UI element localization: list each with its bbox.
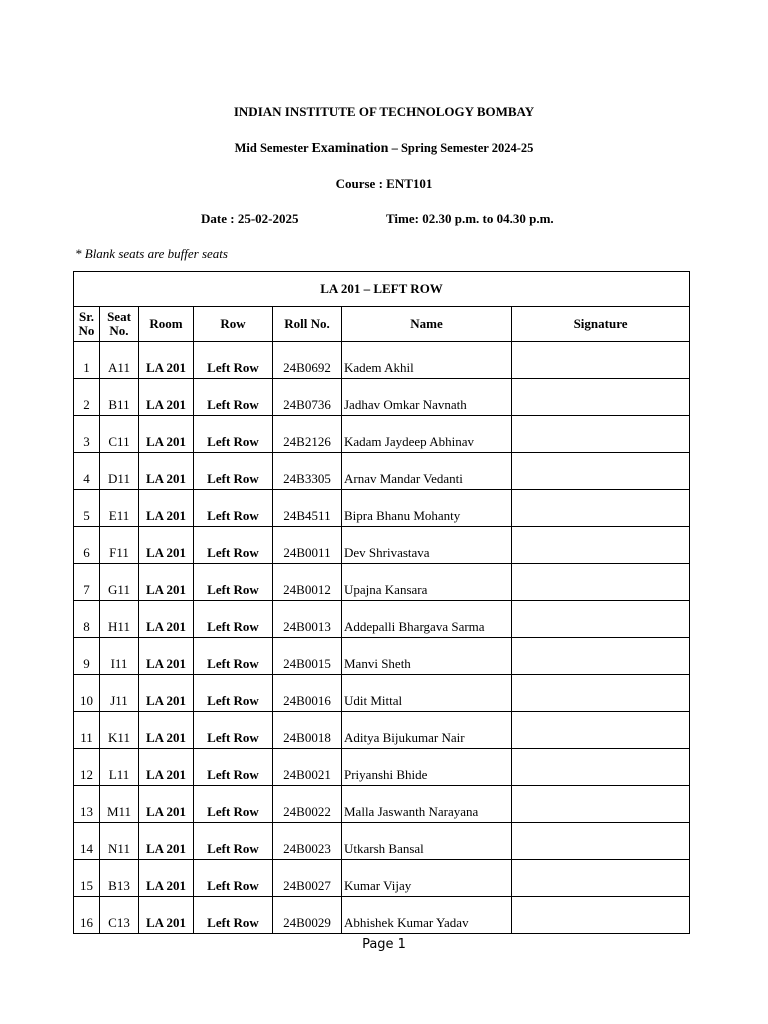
col-header-seat-line1: Seat — [107, 309, 131, 324]
cell-roll: 24B0016 — [273, 675, 342, 712]
cell-seat: E11 — [100, 490, 139, 527]
cell-signature — [512, 638, 690, 675]
cell-signature — [512, 712, 690, 749]
exam-title — [0, 140, 768, 157]
exam-title-suffix: – Spring Semester 2024-25 — [388, 141, 534, 155]
cell-roll: 24B0013 — [273, 601, 342, 638]
cell-name: Manvi Sheth — [342, 638, 512, 675]
cell-seat: A11 — [100, 342, 139, 379]
cell-row: Left Row — [194, 675, 273, 712]
cell-row: Left Row — [194, 453, 273, 490]
cell-signature — [512, 453, 690, 490]
cell-seat: L11 — [100, 749, 139, 786]
cell-room: LA 201 — [139, 342, 194, 379]
cell-row: Left Row — [194, 860, 273, 897]
cell-signature — [512, 564, 690, 601]
table-row — [74, 379, 690, 416]
cell-roll: 24B0692 — [273, 342, 342, 379]
cell-name: Aditya Bijukumar Nair — [342, 712, 512, 749]
col-header-sr-line2: No — [78, 323, 95, 338]
cell-row: Left Row — [194, 490, 273, 527]
cell-name: Upajna Kansara — [342, 564, 512, 601]
cell-sr: 15 — [74, 860, 100, 897]
cell-sr: 3 — [74, 416, 100, 453]
exam-time: Time: 02.30 p.m. to 04.30 p.m. — [386, 211, 554, 226]
cell-roll: 24B2126 — [273, 416, 342, 453]
cell-name: Dev Shrivastava — [342, 527, 512, 564]
col-header-seat-line2: No. — [109, 323, 129, 338]
table-row — [74, 712, 690, 749]
table-row — [74, 823, 690, 860]
cell-signature — [512, 786, 690, 823]
table-row — [74, 786, 690, 823]
exam-title-main: Examination — [311, 141, 389, 156]
table-row — [74, 527, 690, 564]
cell-name: Priyanshi Bhide — [342, 749, 512, 786]
cell-name: Arnav Mandar Vedanti — [342, 453, 512, 490]
cell-name: Addepalli Bhargava Sarma — [342, 601, 512, 638]
cell-sr: 10 — [74, 675, 100, 712]
course-title: Course : ENT101 — [335, 176, 433, 191]
cell-roll: 24B0029 — [273, 897, 342, 934]
cell-roll: 24B0736 — [273, 379, 342, 416]
cell-roll: 24B0022 — [273, 786, 342, 823]
cell-sr: 6 — [74, 527, 100, 564]
exam-title-prefix: Mid Semester — [234, 141, 312, 155]
cell-seat: C11 — [100, 416, 139, 453]
table-row — [74, 860, 690, 897]
table-row — [74, 490, 690, 527]
cell-name: Jadhav Omkar Navnath — [342, 379, 512, 416]
cell-room: LA 201 — [139, 638, 194, 675]
cell-roll: 24B3305 — [273, 453, 342, 490]
cell-name: Bipra Bhanu Mohanty — [342, 490, 512, 527]
exam-date: Date : 25-02-2025 — [201, 211, 299, 226]
col-header-signature: Signature — [512, 307, 690, 342]
cell-room: LA 201 — [139, 823, 194, 860]
cell-seat: K11 — [100, 712, 139, 749]
cell-name: Udit Mittal — [342, 675, 512, 712]
cell-seat: G11 — [100, 564, 139, 601]
cell-seat: H11 — [100, 601, 139, 638]
col-header-row: Row — [194, 307, 273, 342]
col-header-room: Room — [139, 307, 194, 342]
cell-signature — [512, 379, 690, 416]
table-row — [74, 453, 690, 490]
cell-name: Kumar Vijay — [342, 860, 512, 897]
cell-signature — [512, 416, 690, 453]
table-row — [74, 342, 690, 379]
column-header-row — [74, 307, 690, 342]
cell-roll: 24B0015 — [273, 638, 342, 675]
cell-room: LA 201 — [139, 379, 194, 416]
cell-roll: 24B0021 — [273, 749, 342, 786]
cell-room: LA 201 — [139, 601, 194, 638]
col-header-sr-line1: Sr. — [78, 309, 95, 324]
cell-roll: 24B0023 — [273, 823, 342, 860]
cell-row: Left Row — [194, 712, 273, 749]
cell-row: Left Row — [194, 416, 273, 453]
cell-sr: 11 — [74, 712, 100, 749]
cell-name: Utkarsh Bansal — [342, 823, 512, 860]
cell-sr: 16 — [74, 897, 100, 934]
cell-sr: 8 — [74, 601, 100, 638]
cell-row: Left Row — [194, 527, 273, 564]
cell-sr: 1 — [74, 342, 100, 379]
cell-signature — [512, 823, 690, 860]
cell-row: Left Row — [194, 897, 273, 934]
cell-sr: 7 — [74, 564, 100, 601]
cell-roll: 24B0027 — [273, 860, 342, 897]
cell-name: Kadam Jaydeep Abhinav — [342, 416, 512, 453]
cell-roll: 24B0018 — [273, 712, 342, 749]
table-row — [74, 897, 690, 934]
cell-signature — [512, 749, 690, 786]
cell-room: LA 201 — [139, 416, 194, 453]
cell-room: LA 201 — [139, 490, 194, 527]
cell-room: LA 201 — [139, 860, 194, 897]
cell-signature — [512, 490, 690, 527]
cell-sr: 12 — [74, 749, 100, 786]
cell-seat: B11 — [100, 379, 139, 416]
table-row — [74, 749, 690, 786]
cell-room: LA 201 — [139, 786, 194, 823]
table-row — [74, 416, 690, 453]
cell-row: Left Row — [194, 601, 273, 638]
cell-signature — [512, 342, 690, 379]
cell-sr: 4 — [74, 453, 100, 490]
cell-seat: F11 — [100, 527, 139, 564]
cell-sr: 9 — [74, 638, 100, 675]
cell-row: Left Row — [194, 749, 273, 786]
cell-seat: I11 — [100, 638, 139, 675]
cell-room: LA 201 — [139, 564, 194, 601]
table-caption: LA 201 – LEFT ROW — [74, 272, 690, 307]
cell-seat: J11 — [100, 675, 139, 712]
cell-name: Malla Jaswanth Narayana — [342, 786, 512, 823]
table-body — [74, 342, 690, 934]
col-header-sr — [74, 307, 100, 342]
cell-room: LA 201 — [139, 712, 194, 749]
cell-row: Left Row — [194, 823, 273, 860]
cell-signature — [512, 601, 690, 638]
cell-signature — [512, 897, 690, 934]
institute-title: INDIAN INSTITUTE OF TECHNOLOGY BOMBAY — [233, 104, 535, 119]
table-row — [74, 638, 690, 675]
cell-name: Abhishek Kumar Yadav — [342, 897, 512, 934]
cell-seat: B13 — [100, 860, 139, 897]
cell-room: LA 201 — [139, 749, 194, 786]
cell-room: LA 201 — [139, 897, 194, 934]
table-row — [74, 564, 690, 601]
cell-row: Left Row — [194, 342, 273, 379]
table-row — [74, 601, 690, 638]
cell-seat: C13 — [100, 897, 139, 934]
cell-room: LA 201 — [139, 675, 194, 712]
cell-row: Left Row — [194, 638, 273, 675]
cell-row: Left Row — [194, 379, 273, 416]
cell-signature — [512, 675, 690, 712]
cell-room: LA 201 — [139, 527, 194, 564]
col-header-roll: Roll No. — [273, 307, 342, 342]
cell-row: Left Row — [194, 564, 273, 601]
cell-sr: 5 — [74, 490, 100, 527]
buffer-seat-note: * Blank seats are buffer seats — [75, 246, 228, 261]
cell-signature — [512, 860, 690, 897]
cell-room: LA 201 — [139, 453, 194, 490]
cell-sr: 13 — [74, 786, 100, 823]
cell-sr: 14 — [74, 823, 100, 860]
col-header-name: Name — [342, 307, 512, 342]
cell-sr: 2 — [74, 379, 100, 416]
cell-roll: 24B4511 — [273, 490, 342, 527]
cell-roll: 24B0011 — [273, 527, 342, 564]
cell-roll: 24B0012 — [273, 564, 342, 601]
table-row — [74, 675, 690, 712]
cell-row: Left Row — [194, 786, 273, 823]
page-number: Page 1 — [362, 937, 406, 952]
cell-seat: M11 — [100, 786, 139, 823]
col-header-seat — [100, 307, 139, 342]
seating-table — [73, 271, 690, 934]
cell-name: Kadem Akhil — [342, 342, 512, 379]
cell-seat: N11 — [100, 823, 139, 860]
table-caption-row — [74, 272, 690, 307]
cell-signature — [512, 527, 690, 564]
cell-seat: D11 — [100, 453, 139, 490]
